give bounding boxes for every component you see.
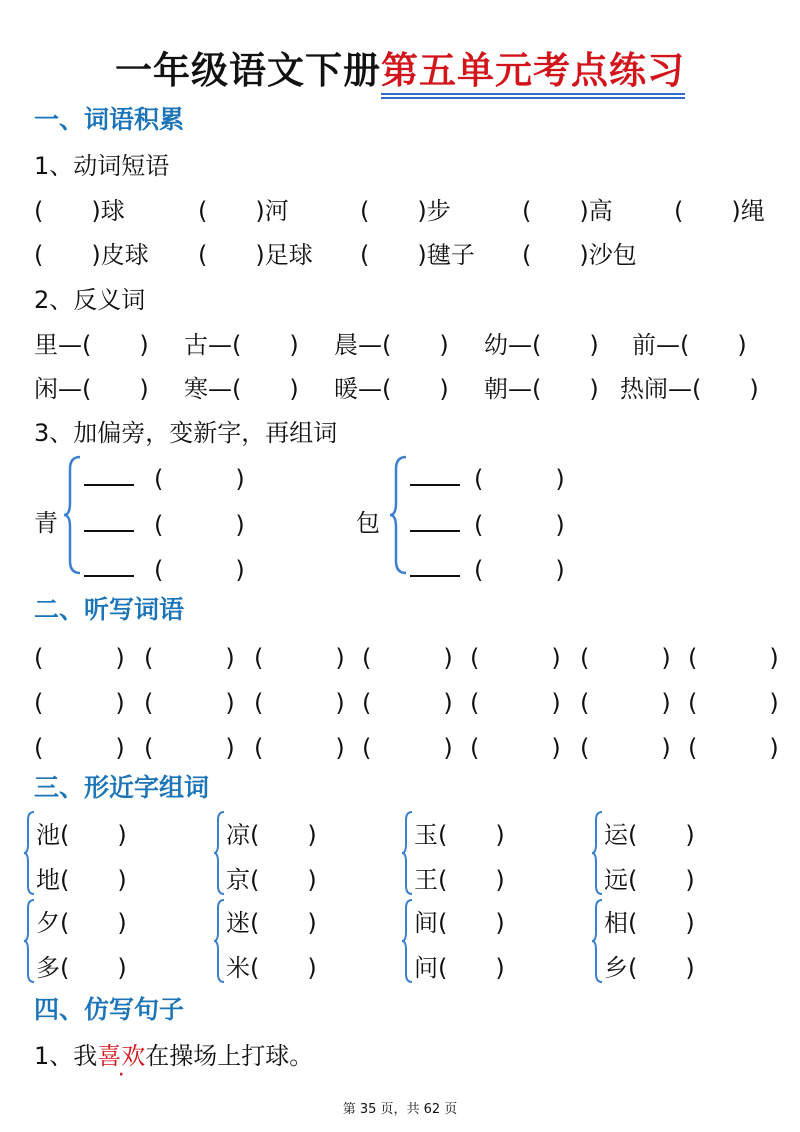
blank-line[interactable]	[410, 484, 460, 486]
sentence-suffix: 在操场上打球。	[145, 1042, 314, 1070]
q2-item: 暖—( )	[334, 375, 449, 403]
dictation-cell[interactable]: ( )	[470, 689, 561, 717]
similar-char-item[interactable]: 远( )	[604, 866, 695, 894]
dictation-cell[interactable]: ( )	[254, 734, 345, 762]
blank-line[interactable]	[410, 530, 460, 532]
section2-heading: 二、听写词语	[34, 595, 185, 624]
q3-paren[interactable]: ( )	[154, 511, 245, 539]
q1-item: ( )毽子	[360, 241, 475, 269]
similar-char-item[interactable]: 夕( )	[36, 909, 127, 937]
brace-icon	[212, 810, 226, 896]
similar-char-item[interactable]: 凉( )	[226, 821, 317, 849]
title-part2: 第五单元考点练习	[381, 49, 685, 99]
similar-char-item[interactable]: 迷( )	[226, 909, 317, 937]
dictation-cell[interactable]: ( )	[254, 644, 345, 672]
similar-char-item[interactable]: 京( )	[226, 866, 317, 894]
q3-paren[interactable]: ( )	[154, 556, 245, 584]
section1-heading: 一、词语积累	[34, 105, 185, 134]
dictation-cell[interactable]: ( )	[580, 734, 671, 762]
blank-line[interactable]	[84, 575, 134, 577]
brace-icon	[22, 898, 36, 984]
q2-item: 朝—( )	[484, 375, 599, 403]
q2-item: 里—( )	[34, 331, 149, 359]
brace-icon	[590, 810, 604, 896]
dictation-cell[interactable]: ( )	[688, 689, 779, 717]
title-part1: 一年级语文下册	[115, 49, 381, 92]
dictation-cell[interactable]: ( )	[580, 689, 671, 717]
q2-item: 前—( )	[632, 331, 747, 359]
q2-item: 闲—( )	[34, 375, 149, 403]
brace-icon	[400, 898, 414, 984]
q1-item: ( )河	[198, 197, 289, 225]
section4-heading: 四、仿写句子	[34, 995, 185, 1024]
q2-label: 2、反义词	[34, 286, 146, 314]
brace-icon	[388, 455, 410, 575]
sentence-prefix: 1、我	[34, 1042, 98, 1070]
dictation-cell[interactable]: ( )	[470, 734, 561, 762]
page-title	[0, 40, 800, 94]
q1-item: ( )步	[360, 197, 451, 225]
similar-char-item[interactable]: 问( )	[414, 954, 505, 982]
brace-icon	[62, 455, 84, 575]
dictation-cell[interactable]: ( )	[144, 644, 235, 672]
brace-icon	[400, 810, 414, 896]
similar-char-item[interactable]: 相( )	[604, 909, 695, 937]
blank-line[interactable]	[84, 484, 134, 486]
similar-char-item[interactable]: 多( )	[36, 954, 127, 982]
q1-item: ( )绳	[674, 197, 765, 225]
brace-icon	[590, 898, 604, 984]
dictation-cell[interactable]: ( )	[34, 734, 125, 762]
dictation-cell[interactable]: ( )	[580, 644, 671, 672]
q3-paren[interactable]: ( )	[474, 511, 565, 539]
q1-item: ( )高	[522, 197, 613, 225]
dictation-cell[interactable]: ( )	[362, 644, 453, 672]
similar-char-item[interactable]: 池( )	[36, 821, 127, 849]
page-number: 第 35 页，共 62 页	[342, 1102, 458, 1117]
q1-label: 1、动词短语	[34, 152, 170, 180]
q1-item: ( )沙包	[522, 241, 637, 269]
q3-base-char: 包	[356, 509, 380, 537]
dictation-cell[interactable]: ( )	[362, 689, 453, 717]
similar-char-item[interactable]: 王( )	[414, 866, 505, 894]
blank-line[interactable]	[84, 530, 134, 532]
similar-char-item[interactable]: 地( )	[36, 866, 127, 894]
imitation-sentence	[34, 1036, 313, 1071]
q3-label: 3、加偏旁，变新字，再组词	[34, 419, 338, 447]
dictation-cell[interactable]: ( )	[144, 689, 235, 717]
blank-line[interactable]	[410, 575, 460, 577]
brace-icon	[212, 898, 226, 984]
similar-char-item[interactable]: 米( )	[226, 954, 317, 982]
dictation-cell[interactable]: ( )	[144, 734, 235, 762]
q2-item: 幼—( )	[484, 331, 599, 359]
dictation-cell[interactable]: ( )	[688, 644, 779, 672]
brace-icon	[22, 810, 36, 896]
similar-char-item[interactable]: 乡( )	[604, 954, 695, 982]
similar-char-item[interactable]: 间( )	[414, 909, 505, 937]
q3-paren[interactable]: ( )	[474, 465, 565, 493]
dictation-cell[interactable]: ( )	[34, 644, 125, 672]
dictation-cell[interactable]: ( )	[34, 689, 125, 717]
q2-item: 热闹—( )	[620, 375, 759, 403]
similar-char-item[interactable]: 玉( )	[414, 821, 505, 849]
dictation-cell[interactable]: ( )	[470, 644, 561, 672]
q2-item: 古—( )	[184, 331, 299, 359]
dictation-cell[interactable]: ( )	[254, 689, 345, 717]
q3-paren[interactable]: ( )	[154, 465, 245, 493]
q2-item: 晨—( )	[334, 331, 449, 359]
q1-item: ( )足球	[198, 241, 313, 269]
q1-item: ( )球	[34, 197, 125, 225]
dictation-cell[interactable]: ( )	[362, 734, 453, 762]
q3-paren[interactable]: ( )	[474, 556, 565, 584]
sentence-highlight: 喜欢	[97, 1042, 146, 1070]
similar-char-item[interactable]: 运( )	[604, 821, 695, 849]
section3-heading: 三、形近字组词	[34, 773, 210, 802]
dictation-cell[interactable]: ( )	[688, 734, 779, 762]
q1-item: ( )皮球	[34, 241, 149, 269]
q2-item: 寒—( )	[184, 375, 299, 403]
q3-base-char: 青	[34, 509, 58, 537]
